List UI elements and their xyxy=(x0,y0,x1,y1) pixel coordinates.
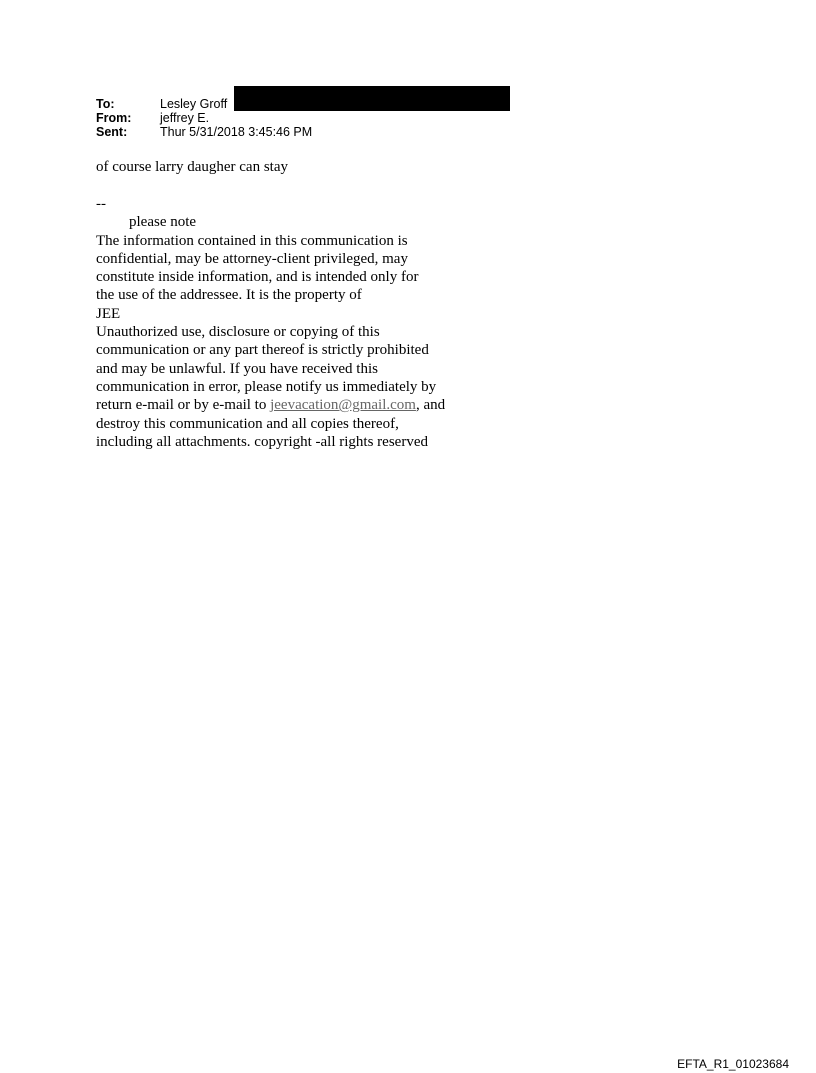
redaction-block xyxy=(234,86,510,111)
disclaimer-email-line xyxy=(96,396,445,414)
sent-label: Sent: xyxy=(96,125,128,139)
message-body: of course larry daugher can stay xyxy=(96,159,288,175)
from-value: jeffrey E. xyxy=(160,111,210,125)
from-row xyxy=(96,111,312,125)
disclaimer-line: The information contained in this communication is xyxy=(96,232,408,249)
email-line-suffix: , and xyxy=(415,397,446,414)
email-link[interactable]: jeevacation@gmail.com xyxy=(270,397,416,414)
disclaimer-line: confidential, may be attorney-client privileged, may xyxy=(96,250,408,267)
signature-block xyxy=(96,195,445,451)
disclaimer-line: JEE xyxy=(96,305,121,322)
disclaimer-line: including all attachments. copyright -all rights reserved xyxy=(96,433,428,450)
disclaimer-line: destroy this communication and all copies thereof, xyxy=(96,415,399,432)
disclaimer-line: constitute inside information, and is intended only for xyxy=(96,269,419,286)
document-id: EFTA_R1_01023684 xyxy=(677,1057,789,1071)
to-value: Lesley Groff xyxy=(160,97,228,111)
signature-separator: -- xyxy=(96,196,106,212)
disclaimer-line: the use of the addressee. It is the property of xyxy=(96,287,362,304)
sent-value: Thur 5/31/2018 3:45:46 PM xyxy=(160,125,313,139)
disclaimer-line: communication or any part thereof is strictly prohibited xyxy=(96,342,429,359)
disclaimer-line: and may be unlawful. If you have received this xyxy=(96,360,378,377)
to-label: To: xyxy=(96,97,115,111)
email-line-prefix: return e-mail or by e-mail to xyxy=(96,397,271,414)
signature-note: please note xyxy=(129,214,197,231)
disclaimer-line: Unauthorized use, disclosure or copying of this xyxy=(96,324,380,341)
sent-row xyxy=(96,125,312,139)
disclaimer-line: communication in error, please notify us immediately by xyxy=(96,378,437,395)
from-label: From: xyxy=(96,111,132,125)
